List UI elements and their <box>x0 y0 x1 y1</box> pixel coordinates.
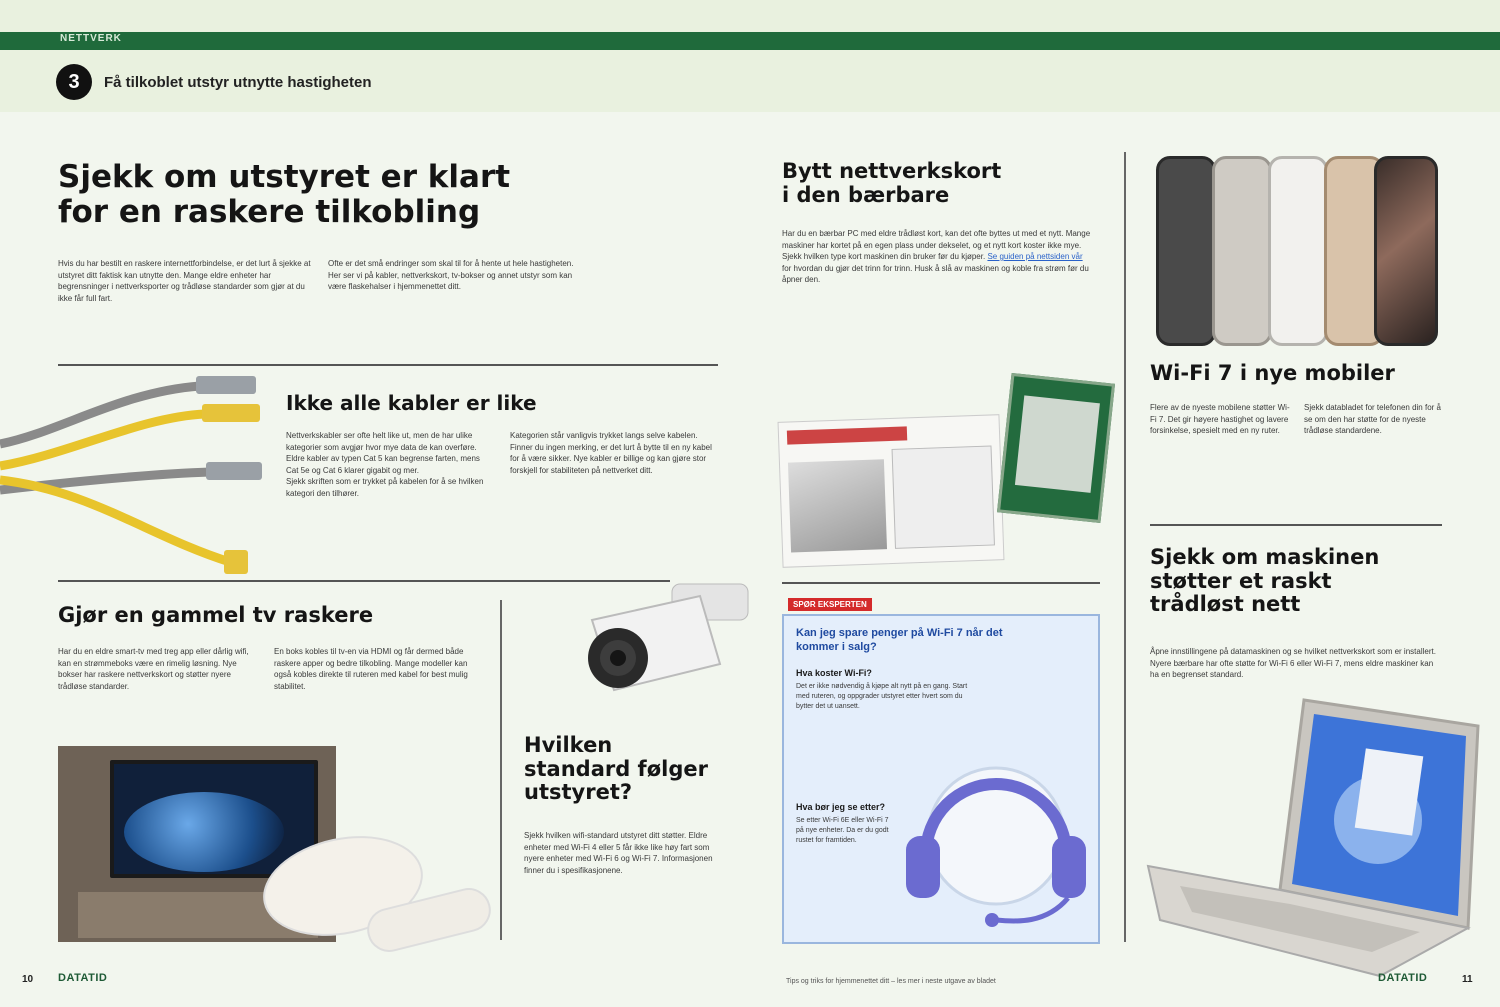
magazine-logo-right: DATATID <box>1378 972 1428 984</box>
netcard-guide-link[interactable]: Se guiden på nettsiden vår <box>987 252 1083 261</box>
column-divider <box>1124 152 1126 942</box>
section-bar <box>0 32 1500 50</box>
qa-box <box>782 614 1100 944</box>
qa-subheading-1: Hva koster Wi-Fi? <box>796 668 872 678</box>
magazine-logo-left: DATATID <box>58 972 108 984</box>
standard-headline-line2: standard følger <box>524 756 708 781</box>
phone-silver <box>1212 156 1272 346</box>
tv-body-col1: Har du en eldre smart-tv med treg app eller dårlig wifi, kan en strømmeboks være en rimelig løsning. Nye bokser har raskere nettverkskort og støtter nyere trådløse standarder. <box>58 647 249 691</box>
laptop-headline-line2: støtter et raskt <box>1150 568 1332 593</box>
phones-image <box>1150 152 1442 348</box>
cables-body-col1: Nettverkskabler ser ofte helt like ut, men de har ulike kategorier som avgjør hvor mye data de kan overføre. Eldre kabler av typen Cat 5 kan begrense farten, mens Cat 5e og Cat 6 klarer gigabit og mer. Sjekk skriften som er trykket på kabelen for å se hvilken kategori den tilhører. <box>286 431 484 498</box>
page-number-left: 10 <box>22 974 34 985</box>
standard-headline <box>524 734 708 805</box>
qa-answer-1: Det er ikke nødvendig å kjøpe alt nytt på en gang. Start med ruteren, og oppgrader utstyret etter hvert som du bytter det ut uansett. <box>796 683 968 710</box>
phone-black <box>1156 156 1216 346</box>
laptop-headline-line3: trådløst nett <box>1150 592 1301 617</box>
phones-headline: Wi-Fi 7 i nye mobiler <box>1150 361 1395 385</box>
qa-subheading-2: Hva bør jeg se etter? <box>796 802 886 812</box>
standard-headline-line3: utstyret? <box>524 780 633 805</box>
standard-body: Sjekk hvilken wifi-standard utstyret ditt støtter. Eldre enheter med Wi-Fi 4 eller 5 får ikke like høy fart som nyere enheter med Wi-Fi 6 og Wi-Fi 7. Informasjonen finner du i spesifikasjonene. <box>524 831 713 875</box>
phone-white <box>1268 156 1328 346</box>
laptop-headline-line1: Sjekk om maskinen <box>1150 545 1380 569</box>
headset-icon <box>896 744 1096 934</box>
page-number-right: 11 <box>1462 974 1473 985</box>
cables-headline: Ikke alle kabler er like <box>286 391 537 415</box>
tv-headline: Gjør en gammel tv raskere <box>58 603 374 627</box>
step-number: 3 <box>56 64 92 100</box>
main-headline-line2: for en raskere tilkobling <box>58 193 481 230</box>
footer-note: Tips og triks for hjemmenettet ditt – les mer i neste utgave av bladet <box>786 978 996 985</box>
phones-body-col1: Flere av de nyeste mobilene støtter Wi-Fi 7. Det gir høyere hastighet og lavere forsinkelse, spesielt med en ny ruter. <box>1150 403 1290 435</box>
netcard-headline-line2: i den bærbare <box>782 182 950 207</box>
laptop-headline <box>1150 546 1379 617</box>
qa-tag: SPØR EKSPERTEN <box>788 598 872 611</box>
step-title: Få tilkoblet utstyr utnytte hastigheten <box>104 74 372 91</box>
netcard-body-text2: for hvordan du gjør det trinn for trinn. Husk å slå av maskinen og koble fra strøm før du åpner den. <box>782 263 1089 284</box>
main-headline <box>58 160 510 229</box>
manual-screenshot <box>778 414 1005 568</box>
phone-screen <box>1374 156 1438 346</box>
main-body-col2: Ofte er det små endringer som skal til for å hente ut hele hastigheten. Her ser vi på kabler, nettverkskort, tv-bokser og annet utstyr som kan være flaskehalser i hjemmenettet ditt. <box>328 259 574 291</box>
cables-body-col2: Kategorien står vanligvis trykket langs selve kabelen. Finner du ingen merking, er det lurt å bytte til en ny kabel for å være sikker. Nye kabler er billige og kan gjøre stor forskjell for stabiliteten på nettverket ditt. <box>510 431 712 475</box>
standard-headline-line1: Hvilken <box>524 733 613 757</box>
qa-answer-2: Se etter Wi-Fi 6E eller Wi-Fi 7 på nye enheter. Da er du godt rustet for framtiden. <box>796 817 889 844</box>
wifi-card <box>997 373 1115 523</box>
netcard-headline <box>782 160 1001 207</box>
laptop-image <box>1140 680 1490 980</box>
divider <box>782 582 1100 584</box>
main-body-col1: Hvis du har bestilt en raskere internettforbindelse, er det lurt å sjekke at utstyret ditt faktisk kan utnytte den. Mange eldre enheter har begrensninger i nettverksporter og trådløse standarder som gjør at du ikke får full fart. <box>58 259 311 303</box>
netcard-body <box>782 228 1092 286</box>
main-headline-line1: Sjekk om utstyret er klart <box>58 159 511 195</box>
laptop-body: Åpne innstillingene på datamaskinen og se hvilket nettverkskort som er installert. Nyere bærbare har ofte støtte for Wi-Fi 6 eller Wi-Fi 7, mens eldre maskiner kan ha en begrenset standard. <box>1150 647 1436 679</box>
phones-body-col2: Sjekk databladet for telefonen din for å se om den har støtte for de nyeste trådløse standardene. <box>1304 403 1441 435</box>
security-camera-image <box>572 574 760 700</box>
section-label: NETTVERK <box>60 33 122 44</box>
ethernet-cables-image <box>0 362 280 584</box>
netcard-body-text: Har du en bærbar PC med eldre trådløst kort, kan det ofte byttes ut med et nytt. Mange maskiner har kortet på en egen plass under dekselet, og et nytt kort koster ikke mye. Sjekk hvilken type kort maskinen din bruker før du kjøper. <box>782 229 1091 261</box>
divider <box>1150 524 1442 526</box>
qa-question: Kan jeg spare penger på Wi-Fi 7 når det kommer i salg? <box>796 627 1003 653</box>
tv-body-col2: En boks kobles til tv-en via HDMI og får dermed både raskere apper og bedre tilkobling. Mange modeller kan også kobles direkte til ruteren med kabel for best mulig stabilitet. <box>274 647 468 691</box>
header-band <box>0 0 1500 112</box>
netcard-headline-line1: Bytt nettverkskort <box>782 159 1002 183</box>
column-divider <box>500 600 502 940</box>
